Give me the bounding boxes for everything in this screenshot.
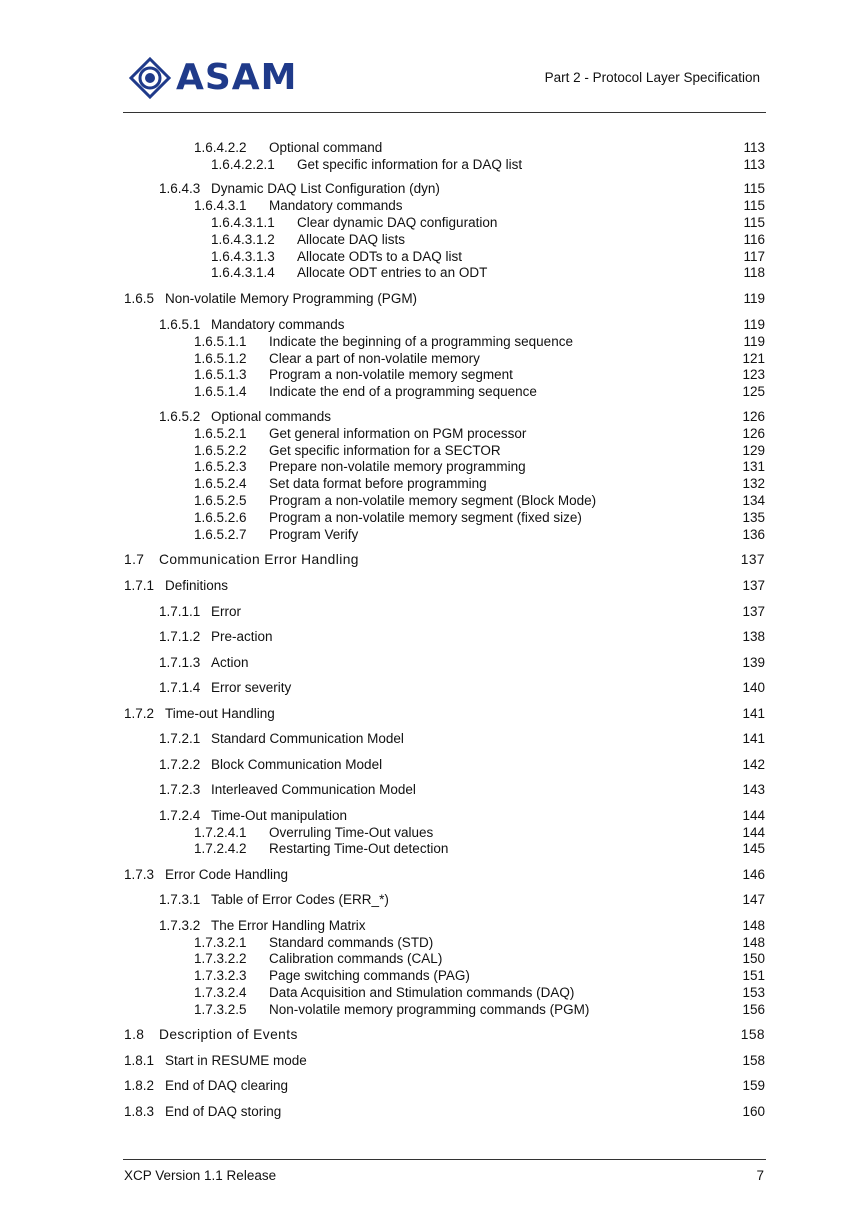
toc-entry-number: 1.7.2.2 xyxy=(159,757,201,772)
toc-entry-title: Get general information on PGM processor xyxy=(269,426,527,441)
toc-entry[interactable] xyxy=(0,629,868,645)
toc-entry-number: 1.8 xyxy=(124,1027,145,1042)
toc-entry-title: Allocate ODT entries to an ODT xyxy=(297,265,488,280)
toc-entry[interactable] xyxy=(0,443,868,459)
toc-entry-page: 139 xyxy=(742,655,765,670)
toc-entry[interactable] xyxy=(0,867,868,883)
toc-entry-page: 140 xyxy=(742,680,765,695)
toc-entry-number: 1.7.3.2.3 xyxy=(194,968,247,983)
toc-entry-title: End of DAQ clearing xyxy=(165,1078,289,1093)
toc-entry-page: 115 xyxy=(743,215,765,230)
toc-entry-page: 147 xyxy=(742,892,765,907)
toc-entry-number: 1.7.1 xyxy=(124,578,155,593)
toc-entry-number: 1.6.5.2.5 xyxy=(194,493,247,508)
toc-entry-title: Error Code Handling xyxy=(165,867,289,882)
toc-entry[interactable] xyxy=(0,215,868,231)
toc-entry-page: 148 xyxy=(742,935,765,950)
toc-entry-page: 119 xyxy=(743,317,765,332)
toc-entry[interactable] xyxy=(0,1027,868,1043)
toc-entry[interactable] xyxy=(0,198,868,214)
toc-entry-number: 1.6.4.2.2.1 xyxy=(211,157,275,172)
toc-entry[interactable] xyxy=(0,680,868,696)
toc-entry-page: 158 xyxy=(740,1027,765,1042)
asam-logo xyxy=(128,56,297,100)
toc-entry-number: 1.6.4.3.1 xyxy=(194,198,247,213)
toc-entry-page: 134 xyxy=(742,493,765,508)
toc-entry-page: 117 xyxy=(743,249,765,264)
toc-entry[interactable] xyxy=(0,157,868,173)
toc-entry[interactable] xyxy=(0,655,868,671)
toc-entry-title: Restarting Time-Out detection xyxy=(269,841,449,856)
toc-entry-title: Interleaved Communication Model xyxy=(211,782,416,797)
toc-entry-number: 1.7.3.2.2 xyxy=(194,951,247,966)
toc-entry[interactable] xyxy=(0,476,868,492)
toc-entry-title: Error severity xyxy=(211,680,292,695)
toc-entry-title: Non-volatile memory programming commands (PGM) xyxy=(269,1002,590,1017)
toc-entry-page: 131 xyxy=(742,459,765,474)
toc-entry-title: Time-Out manipulation xyxy=(211,808,348,823)
toc-entry-title: Prepare non-volatile memory programming xyxy=(269,459,526,474)
toc-entry[interactable] xyxy=(0,265,868,281)
toc-entry-title: Description of Events xyxy=(159,1027,298,1042)
toc-entry-number: 1.6.5.2.6 xyxy=(194,510,247,525)
toc-entry-page: 144 xyxy=(742,808,765,823)
toc-entry-title: Error xyxy=(211,604,241,619)
toc-entry-page: 143 xyxy=(742,782,765,797)
toc-entry-page: 144 xyxy=(742,825,765,840)
toc-entry-number: 1.6.5.1.4 xyxy=(194,384,247,399)
toc-entry[interactable] xyxy=(0,317,868,333)
toc-entry[interactable] xyxy=(0,291,868,307)
toc-entry[interactable] xyxy=(0,140,868,156)
toc-entry-page: 129 xyxy=(742,443,765,458)
footer-divider xyxy=(123,1159,766,1160)
toc-entry-title: Get specific information for a SECTOR xyxy=(269,443,501,458)
toc-entry-page: 125 xyxy=(742,384,765,399)
toc-entry-title: Indicate the beginning of a programming sequence xyxy=(269,334,573,349)
toc-entry-number: 1.7.3.1 xyxy=(159,892,201,907)
toc-entry[interactable] xyxy=(0,757,868,773)
toc-entry-page: 115 xyxy=(743,198,765,213)
toc-entry-number: 1.6.5.1 xyxy=(159,317,201,332)
toc-entry-page: 136 xyxy=(742,527,765,542)
toc-entry[interactable] xyxy=(0,1078,868,1094)
toc-entry-title: Clear a part of non-volatile memory xyxy=(269,351,480,366)
toc-entry-page: 141 xyxy=(742,706,765,721)
toc-entry-number: 1.7.1.3 xyxy=(159,655,201,670)
toc-entry-number: 1.6.5.2.4 xyxy=(194,476,247,491)
toc-entry-title: Program Verify xyxy=(269,527,359,542)
toc-entry[interactable] xyxy=(0,232,868,248)
toc-entry-title: Time-out Handling xyxy=(165,706,275,721)
toc-entry[interactable] xyxy=(0,552,868,568)
toc-entry[interactable] xyxy=(0,334,868,350)
toc-entry-number: 1.7.3.2 xyxy=(159,918,201,933)
footer-page-number: 7 xyxy=(756,1168,764,1183)
toc-entry-number: 1.7.1.1 xyxy=(159,604,201,619)
toc-entry-title: Program a non-volatile memory segment xyxy=(269,367,513,382)
toc-entry-title: Program a non-volatile memory segment (fixed size) xyxy=(269,510,582,525)
toc-entry[interactable] xyxy=(0,249,868,265)
page-header-title: Part 2 - Protocol Layer Specification xyxy=(544,70,760,85)
toc-entry-page: 126 xyxy=(742,426,765,441)
toc-entry-number: 1.6.5.2.7 xyxy=(194,527,247,542)
toc-entry-title: Indicate the end of a programming sequence xyxy=(269,384,537,399)
toc-entry-number: 1.6.5.2.1 xyxy=(194,426,247,441)
toc-entry-page: 146 xyxy=(742,867,765,882)
toc-entry-page: 137 xyxy=(742,604,765,619)
toc-entry-title: Pre-action xyxy=(211,629,273,644)
toc-entry[interactable] xyxy=(0,1104,868,1120)
toc-entry[interactable] xyxy=(0,892,868,908)
toc-entry-title: Clear dynamic DAQ configuration xyxy=(297,215,498,230)
toc-entry-page: 135 xyxy=(742,510,765,525)
toc-entry[interactable] xyxy=(0,918,868,934)
toc-entry-number: 1.7.2.4 xyxy=(159,808,201,823)
toc-entry-title: Mandatory commands xyxy=(211,317,345,332)
toc-entry-page: 150 xyxy=(742,951,765,966)
toc-entry-page: 119 xyxy=(743,291,765,306)
toc-entry[interactable] xyxy=(0,1053,868,1069)
toc-entry[interactable] xyxy=(0,808,868,824)
toc-entry-number: 1.6.5.1.1 xyxy=(194,334,247,349)
toc-entry-number: 1.8.3 xyxy=(124,1104,155,1119)
toc-entry-number: 1.7 xyxy=(124,552,145,567)
toc-entry-title: End of DAQ storing xyxy=(165,1104,282,1119)
toc-entry-number: 1.7.3.2.1 xyxy=(194,935,247,950)
toc-entry-number: 1.7.2.4.1 xyxy=(194,825,247,840)
toc-entry-title: Start in RESUME mode xyxy=(165,1053,307,1068)
toc-entry-page: 123 xyxy=(742,367,765,382)
asam-logo-icon xyxy=(128,56,172,100)
toc-entry-page: 151 xyxy=(742,968,765,983)
toc-entry-title: Get specific information for a DAQ list xyxy=(297,157,523,172)
toc-entry-title: Action xyxy=(211,655,249,670)
toc-entry-number: 1.7.2 xyxy=(124,706,155,721)
toc-entry-page: 142 xyxy=(742,757,765,772)
toc-entry[interactable] xyxy=(0,493,868,509)
toc-entry-number: 1.7.3.2.5 xyxy=(194,1002,247,1017)
toc-entry-number: 1.6.4.3.1.4 xyxy=(211,265,275,280)
toc-entry-number: 1.7.2.4.2 xyxy=(194,841,247,856)
toc-entry-title: Page switching commands (PAG) xyxy=(269,968,470,983)
toc-entry-title: Non-volatile Memory Programming (PGM) xyxy=(165,291,418,306)
toc-entry-number: 1.7.2.1 xyxy=(159,731,201,746)
toc-entry-page: 113 xyxy=(743,140,765,155)
toc-entry-page: 156 xyxy=(742,1002,765,1017)
toc-entry-title: Table of Error Codes (ERR_*) xyxy=(211,892,389,907)
toc-entry[interactable] xyxy=(0,426,868,442)
toc-entry-title: The Error Handling Matrix xyxy=(211,918,366,933)
toc-entry-number: 1.6.4.3.1.2 xyxy=(211,232,275,247)
toc-entry-title: Overruling Time-Out values xyxy=(269,825,434,840)
toc-entry[interactable] xyxy=(0,782,868,798)
toc-entry[interactable] xyxy=(0,409,868,425)
toc-entry-page: 138 xyxy=(742,629,765,644)
toc-entry-number: 1.6.5.2 xyxy=(159,409,201,424)
toc-entry[interactable] xyxy=(0,985,868,1001)
toc-entry[interactable] xyxy=(0,935,868,951)
toc-entry[interactable] xyxy=(0,604,868,620)
toc-entry-page: 116 xyxy=(743,232,765,247)
toc-entry-number: 1.7.1.4 xyxy=(159,680,201,695)
toc-entry[interactable] xyxy=(0,731,868,747)
toc-entry[interactable] xyxy=(0,367,868,383)
toc-entry-number: 1.6.5.1.3 xyxy=(194,367,247,382)
toc-entry[interactable] xyxy=(0,968,868,984)
logo-text: ASAM xyxy=(176,57,298,98)
toc-entry[interactable] xyxy=(0,351,868,367)
toc-entry[interactable] xyxy=(0,578,868,594)
toc-entry-title: Standard Communication Model xyxy=(211,731,404,746)
toc-entry-number: 1.7.1.2 xyxy=(159,629,201,644)
toc-entry[interactable] xyxy=(0,181,868,197)
toc-entry[interactable] xyxy=(0,510,868,526)
toc-entry-page: 160 xyxy=(742,1104,765,1119)
toc-entry-title: Dynamic DAQ List Configuration (dyn) xyxy=(211,181,440,196)
toc-entry-title: Standard commands (STD) xyxy=(269,935,434,950)
toc-entry-number: 1.6.5.2.3 xyxy=(194,459,247,474)
toc-entry-page: 153 xyxy=(742,985,765,1000)
toc-entry-page: 145 xyxy=(742,841,765,856)
toc-entry-page: 113 xyxy=(743,157,765,172)
toc-entry-page: 126 xyxy=(742,409,765,424)
toc-entry[interactable] xyxy=(0,825,868,841)
toc-entry[interactable] xyxy=(0,527,868,543)
footer-document-title: XCP Version 1.1 Release xyxy=(124,1168,277,1183)
toc-entry-page: 137 xyxy=(740,552,765,567)
toc-entry[interactable] xyxy=(0,706,868,722)
toc-entry-number: 1.6.5 xyxy=(124,291,155,306)
toc-entry-title: Allocate ODTs to a DAQ list xyxy=(297,249,463,264)
toc-entry[interactable] xyxy=(0,384,868,400)
toc-entry-title: Data Acquisition and Stimulation commands (DAQ) xyxy=(269,985,575,1000)
toc-entry[interactable] xyxy=(0,459,868,475)
toc-entry[interactable] xyxy=(0,841,868,857)
toc-entry-title: Allocate DAQ lists xyxy=(297,232,406,247)
toc-entry-title: Optional commands xyxy=(211,409,332,424)
toc-entry-number: 1.7.3 xyxy=(124,867,155,882)
toc-entry-title: Program a non-volatile memory segment (Block Mode) xyxy=(269,493,597,508)
toc-entry-title: Definitions xyxy=(165,578,229,593)
toc-entry-number: 1.6.5.2.2 xyxy=(194,443,247,458)
toc-entry-page: 132 xyxy=(742,476,765,491)
toc-entry-title: Calibration commands (CAL) xyxy=(269,951,443,966)
toc-entry-page: 118 xyxy=(743,265,765,280)
toc-entry-title: Optional command xyxy=(269,140,383,155)
toc-entry-number: 1.7.2.3 xyxy=(159,782,201,797)
toc-entry-number: 1.6.4.3.1.3 xyxy=(211,249,275,264)
toc-entry-title: Block Communication Model xyxy=(211,757,383,772)
toc-entry-title: Communication Error Handling xyxy=(159,552,359,567)
toc-entry-page: 137 xyxy=(742,578,765,593)
toc-entry-page: 121 xyxy=(742,351,765,366)
toc-entry-page: 159 xyxy=(742,1078,765,1093)
toc-entry-page: 148 xyxy=(742,918,765,933)
toc-entry[interactable] xyxy=(0,1002,868,1018)
toc-entry-page: 119 xyxy=(743,334,765,349)
toc-entry-number: 1.8.2 xyxy=(124,1078,155,1093)
toc-entry-number: 1.7.3.2.4 xyxy=(194,985,247,1000)
toc-entry-title: Set data format before programming xyxy=(269,476,487,491)
toc-entry-number: 1.6.4.2.2 xyxy=(194,140,247,155)
toc-entry-title: Mandatory commands xyxy=(269,198,403,213)
toc-entry-number: 1.6.4.3 xyxy=(159,181,201,196)
toc-entry-number: 1.6.5.1.2 xyxy=(194,351,247,366)
header-divider xyxy=(123,112,766,113)
toc-entry-number: 1.6.4.3.1.1 xyxy=(211,215,275,230)
toc-entry-page: 141 xyxy=(742,731,765,746)
toc-entry[interactable] xyxy=(0,951,868,967)
toc-entry-page: 158 xyxy=(742,1053,765,1068)
toc-entry-page: 115 xyxy=(743,181,765,196)
toc-entry-number: 1.8.1 xyxy=(124,1053,155,1068)
